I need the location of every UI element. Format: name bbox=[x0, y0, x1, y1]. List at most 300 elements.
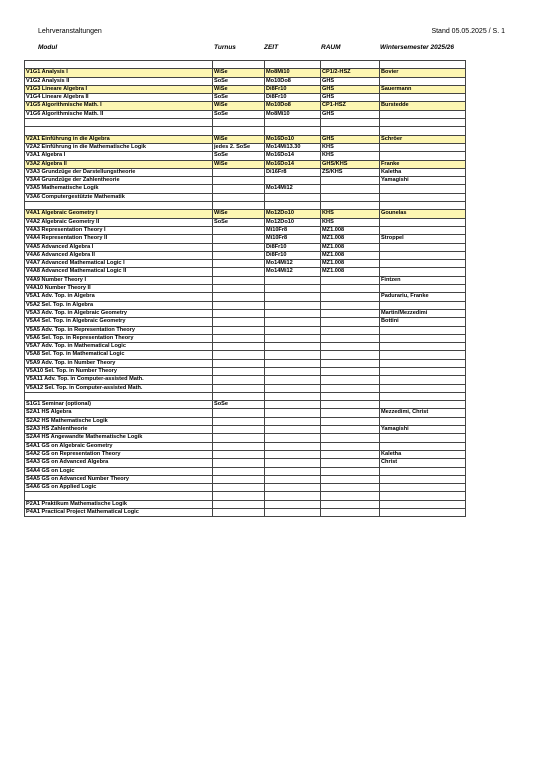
cell-zeit: Mo12Do10 bbox=[265, 210, 321, 218]
cell-raum bbox=[321, 301, 380, 309]
cell-turnus: SoSe bbox=[213, 77, 265, 85]
cell-turnus bbox=[213, 285, 265, 293]
cell-modul: V4A9 Number Theory I bbox=[25, 276, 213, 284]
cell-raum: MZ1.008 bbox=[321, 268, 380, 276]
cell-raum bbox=[321, 392, 380, 400]
cell-raum bbox=[321, 500, 380, 508]
cell-raum bbox=[321, 376, 380, 384]
cell-raum bbox=[321, 343, 380, 351]
cell-turnus: WiSe bbox=[213, 160, 265, 168]
cell-turnus bbox=[213, 301, 265, 309]
cell-modul: V1G4 Lineare Algebra II bbox=[25, 94, 213, 102]
cell-modul bbox=[25, 202, 213, 210]
cell-zeit: Di8Fr10 bbox=[265, 85, 321, 93]
table-row bbox=[25, 417, 466, 425]
cell-zeit: Mo16Do14 bbox=[265, 152, 321, 160]
cell-raum: ZS/KHS bbox=[321, 168, 380, 176]
table-row bbox=[25, 484, 466, 492]
cell-raum bbox=[321, 293, 380, 301]
table-row bbox=[25, 450, 466, 458]
table-row bbox=[25, 276, 466, 284]
cell-modul: V3A4 Grundzüge der Zahlentheorie bbox=[25, 177, 213, 185]
cell-turnus: WiSe bbox=[213, 135, 265, 143]
cell-turnus bbox=[213, 168, 265, 176]
cell-raum bbox=[321, 334, 380, 342]
table-row bbox=[25, 442, 466, 450]
cell-turnus bbox=[213, 509, 265, 517]
table-row bbox=[25, 110, 466, 118]
table-row bbox=[25, 367, 466, 375]
cell-turnus: WiSe bbox=[213, 69, 265, 77]
cell-dozent: Bottini bbox=[380, 318, 466, 326]
cell-raum bbox=[321, 467, 380, 475]
cell-raum bbox=[321, 384, 380, 392]
cell-turnus: WiSe bbox=[213, 85, 265, 93]
cell-dozent bbox=[380, 442, 466, 450]
cell-modul: S1G1 Seminar (optional) bbox=[25, 401, 213, 409]
cell-turnus: SoSe bbox=[213, 110, 265, 118]
cell-dozent bbox=[380, 202, 466, 210]
cell-dozent bbox=[380, 376, 466, 384]
cell-dozent: Kaletha bbox=[380, 450, 466, 458]
cell-raum bbox=[321, 442, 380, 450]
cell-zeit bbox=[265, 367, 321, 375]
cell-modul: S4A2 GS on Representation Theory bbox=[25, 450, 213, 458]
cell-dozent: Yamagishi bbox=[380, 177, 466, 185]
cell-modul: V3A1 Algebra I bbox=[25, 152, 213, 160]
course-table bbox=[24, 60, 466, 517]
cell-raum: MZ1.008 bbox=[321, 251, 380, 259]
cell-zeit bbox=[265, 417, 321, 425]
cell-dozent bbox=[380, 193, 466, 201]
table-row bbox=[25, 334, 466, 342]
cell-turnus bbox=[213, 359, 265, 367]
cell-zeit: Mo12Do10 bbox=[265, 218, 321, 226]
table-row bbox=[25, 293, 466, 301]
col-header-zeit: ZEIT bbox=[264, 44, 279, 51]
cell-turnus bbox=[213, 367, 265, 375]
cell-turnus bbox=[213, 61, 265, 69]
cell-raum bbox=[321, 351, 380, 359]
cell-modul: P2A1 Praktikum Mathematische Logik bbox=[25, 500, 213, 508]
cell-zeit bbox=[265, 309, 321, 317]
cell-zeit bbox=[265, 318, 321, 326]
cell-zeit bbox=[265, 334, 321, 342]
cell-turnus bbox=[213, 318, 265, 326]
cell-raum: GHS bbox=[321, 94, 380, 102]
cell-modul: V5A8 Sel. Top. in Mathematical Logic bbox=[25, 351, 213, 359]
cell-raum: KHS bbox=[321, 152, 380, 160]
cell-zeit: Mo14Mi12 bbox=[265, 268, 321, 276]
cell-zeit: Mo16Do10 bbox=[265, 135, 321, 143]
cell-turnus bbox=[213, 193, 265, 201]
table-row bbox=[25, 218, 466, 226]
spacer-row bbox=[25, 492, 466, 500]
cell-zeit bbox=[265, 119, 321, 127]
cell-zeit: Mo10Do8 bbox=[265, 77, 321, 85]
cell-raum bbox=[321, 434, 380, 442]
cell-modul: V4A3 Representation Theory I bbox=[25, 226, 213, 234]
cell-raum: GHS/KHS bbox=[321, 160, 380, 168]
cell-zeit: Mo8Mi10 bbox=[265, 110, 321, 118]
table-row bbox=[25, 94, 466, 102]
cell-dozent: Christ bbox=[380, 459, 466, 467]
cell-dozent: Yamagishi bbox=[380, 426, 466, 434]
table-row bbox=[25, 260, 466, 268]
cell-raum: MZ1.008 bbox=[321, 226, 380, 234]
cell-modul: V5A10 Sel. Top. in Number Theory bbox=[25, 367, 213, 375]
table-row bbox=[25, 135, 466, 143]
cell-turnus bbox=[213, 268, 265, 276]
cell-dozent bbox=[380, 359, 466, 367]
table-row bbox=[25, 210, 466, 218]
cell-turnus bbox=[213, 376, 265, 384]
cell-modul: V4A1 Algebraic Geometry I bbox=[25, 210, 213, 218]
cell-raum bbox=[321, 509, 380, 517]
cell-turnus: jedes 2. SoSe bbox=[213, 143, 265, 151]
cell-modul: S4A6 GS on Applied Logic bbox=[25, 484, 213, 492]
cell-raum bbox=[321, 450, 380, 458]
cell-modul: V2A1 Einführung in die Algebra bbox=[25, 135, 213, 143]
cell-zeit bbox=[265, 293, 321, 301]
cell-dozent: Sauermann bbox=[380, 85, 466, 93]
cell-zeit: Di8Fr10 bbox=[265, 251, 321, 259]
table-row bbox=[25, 268, 466, 276]
cell-zeit bbox=[265, 475, 321, 483]
cell-zeit: Mi10Fr8 bbox=[265, 226, 321, 234]
cell-turnus: SoSe bbox=[213, 218, 265, 226]
cell-modul: V4A4 Representation Theory II bbox=[25, 235, 213, 243]
table-row bbox=[25, 102, 466, 110]
table-row bbox=[25, 500, 466, 508]
cell-raum: GHS bbox=[321, 135, 380, 143]
cell-turnus bbox=[213, 459, 265, 467]
cell-modul: V1G6 Algorithmische Math. II bbox=[25, 110, 213, 118]
cell-dozent bbox=[380, 484, 466, 492]
table-row bbox=[25, 384, 466, 392]
cell-turnus bbox=[213, 343, 265, 351]
cell-dozent bbox=[380, 326, 466, 334]
cell-dozent bbox=[380, 119, 466, 127]
cell-dozent bbox=[380, 77, 466, 85]
cell-zeit: Mo10Do8 bbox=[265, 102, 321, 110]
cell-dozent bbox=[380, 127, 466, 135]
page-title: Lehrveranstaltungen bbox=[38, 28, 102, 35]
cell-zeit: Di16Fr8 bbox=[265, 168, 321, 176]
cell-turnus bbox=[213, 127, 265, 135]
cell-dozent bbox=[380, 243, 466, 251]
table-row bbox=[25, 243, 466, 251]
table-row bbox=[25, 85, 466, 93]
cell-raum: CP1-HSZ bbox=[321, 102, 380, 110]
cell-zeit: Mo16Do14 bbox=[265, 160, 321, 168]
cell-dozent bbox=[380, 334, 466, 342]
cell-dozent: Kaletha bbox=[380, 168, 466, 176]
table-row bbox=[25, 309, 466, 317]
table-row bbox=[25, 77, 466, 85]
cell-zeit: Mo14Mi12 bbox=[265, 260, 321, 268]
cell-raum bbox=[321, 185, 380, 193]
cell-turnus: WiSe bbox=[213, 210, 265, 218]
cell-zeit bbox=[265, 359, 321, 367]
table-row bbox=[25, 459, 466, 467]
cell-zeit bbox=[265, 509, 321, 517]
cell-raum bbox=[321, 193, 380, 201]
cell-turnus bbox=[213, 276, 265, 284]
cell-dozent: Fintzen bbox=[380, 276, 466, 284]
cell-zeit bbox=[265, 61, 321, 69]
cell-raum bbox=[321, 202, 380, 210]
cell-dozent bbox=[380, 434, 466, 442]
cell-modul bbox=[25, 392, 213, 400]
cell-turnus bbox=[213, 251, 265, 259]
cell-raum bbox=[321, 61, 380, 69]
cell-raum bbox=[321, 359, 380, 367]
cell-modul: P4A1 Practical Project Mathematical Logic bbox=[25, 509, 213, 517]
col-header-raum: RAUM bbox=[321, 44, 341, 51]
cell-zeit bbox=[265, 434, 321, 442]
cell-modul: V5A7 Adv. Top. in Mathematical Logic bbox=[25, 343, 213, 351]
cell-raum bbox=[321, 309, 380, 317]
cell-turnus bbox=[213, 326, 265, 334]
cell-modul: V4A10 Number Theory II bbox=[25, 285, 213, 293]
cell-dozent bbox=[380, 467, 466, 475]
cell-raum bbox=[321, 484, 380, 492]
cell-turnus bbox=[213, 351, 265, 359]
cell-raum: KHS bbox=[321, 210, 380, 218]
cell-zeit bbox=[265, 442, 321, 450]
col-header-modul: Modul bbox=[38, 44, 58, 51]
cell-modul: V4A8 Advanced Mathematical Logic II bbox=[25, 268, 213, 276]
cell-turnus: SoSe bbox=[213, 94, 265, 102]
cell-zeit bbox=[265, 343, 321, 351]
col-header-turnus: Turnus bbox=[214, 44, 236, 51]
cell-modul: V5A3 Adv. Top. in Algebraic Geometry bbox=[25, 309, 213, 317]
cell-modul bbox=[25, 127, 213, 135]
col-header-semester: Wintersemester 2025/26 bbox=[380, 44, 455, 51]
cell-zeit bbox=[265, 326, 321, 334]
cell-zeit bbox=[265, 467, 321, 475]
cell-turnus bbox=[213, 475, 265, 483]
cell-modul bbox=[25, 492, 213, 500]
cell-raum: MZ1.008 bbox=[321, 260, 380, 268]
cell-turnus: SoSe bbox=[213, 401, 265, 409]
spacer-row bbox=[25, 392, 466, 400]
cell-raum bbox=[321, 401, 380, 409]
cell-dozent bbox=[380, 143, 466, 151]
cell-modul: V5A6 Sel. Top. in Representation Theory bbox=[25, 334, 213, 342]
course-table-body bbox=[25, 61, 466, 517]
cell-modul bbox=[25, 119, 213, 127]
spacer-row bbox=[25, 202, 466, 210]
table-row bbox=[25, 193, 466, 201]
cell-modul: S4A5 GS on Advanced Number Theory bbox=[25, 475, 213, 483]
cell-raum bbox=[321, 119, 380, 127]
cell-turnus bbox=[213, 309, 265, 317]
cell-zeit: Mi10Fr8 bbox=[265, 235, 321, 243]
cell-turnus: SoSe bbox=[213, 152, 265, 160]
cell-turnus bbox=[213, 467, 265, 475]
stand-date: Stand 05.05.2025 / S. 1 bbox=[431, 28, 505, 35]
spacer-row bbox=[25, 119, 466, 127]
cell-zeit bbox=[265, 177, 321, 185]
cell-modul: S2A4 HS Angewandte Mathematische Logik bbox=[25, 434, 213, 442]
cell-modul: V5A4 Sel. Top. in Algebraic Geometry bbox=[25, 318, 213, 326]
cell-turnus bbox=[213, 119, 265, 127]
cell-dozent bbox=[380, 268, 466, 276]
cell-zeit bbox=[265, 450, 321, 458]
cell-raum bbox=[321, 409, 380, 417]
cell-raum bbox=[321, 326, 380, 334]
cell-raum: GHS bbox=[321, 77, 380, 85]
cell-dozent: Mezzedimi, Christ bbox=[380, 409, 466, 417]
cell-modul: V1G5 Algorithmische Math. I bbox=[25, 102, 213, 110]
cell-turnus bbox=[213, 243, 265, 251]
cell-raum bbox=[321, 276, 380, 284]
table-row bbox=[25, 326, 466, 334]
cell-zeit bbox=[265, 276, 321, 284]
cell-modul: V5A2 Sel. Top. in Algebra bbox=[25, 301, 213, 309]
table-row bbox=[25, 434, 466, 442]
cell-dozent bbox=[380, 500, 466, 508]
cell-modul: V4A2 Algebraic Geometry II bbox=[25, 218, 213, 226]
cell-zeit bbox=[265, 351, 321, 359]
cell-zeit bbox=[265, 127, 321, 135]
cell-zeit bbox=[265, 500, 321, 508]
table-row bbox=[25, 168, 466, 176]
cell-zeit bbox=[265, 193, 321, 201]
cell-zeit bbox=[265, 401, 321, 409]
table-row bbox=[25, 160, 466, 168]
cell-dozent bbox=[380, 492, 466, 500]
cell-turnus bbox=[213, 450, 265, 458]
table-row bbox=[25, 401, 466, 409]
cell-raum bbox=[321, 417, 380, 425]
cell-turnus bbox=[213, 226, 265, 234]
cell-modul: S2A1 HS Algebra bbox=[25, 409, 213, 417]
cell-turnus bbox=[213, 384, 265, 392]
cell-zeit bbox=[265, 492, 321, 500]
cell-modul: V1G2 Analysis II bbox=[25, 77, 213, 85]
cell-dozent bbox=[380, 110, 466, 118]
table-row bbox=[25, 351, 466, 359]
cell-dozent bbox=[380, 61, 466, 69]
cell-dozent bbox=[380, 392, 466, 400]
cell-turnus bbox=[213, 442, 265, 450]
cell-modul: V3A2 Algebra II bbox=[25, 160, 213, 168]
table-row bbox=[25, 318, 466, 326]
cell-modul: V5A5 Adv. Top. in Representation Theory bbox=[25, 326, 213, 334]
cell-turnus bbox=[213, 185, 265, 193]
cell-modul: V3A6 Computergestützte Mathematik bbox=[25, 193, 213, 201]
cell-zeit bbox=[265, 426, 321, 434]
spacer-row bbox=[25, 61, 466, 69]
cell-dozent bbox=[380, 152, 466, 160]
cell-dozent bbox=[380, 301, 466, 309]
cell-modul: V5A1 Adv. Top. in Algebra bbox=[25, 293, 213, 301]
cell-dozent: Padurariu, Franke bbox=[380, 293, 466, 301]
cell-turnus bbox=[213, 177, 265, 185]
cell-turnus bbox=[213, 392, 265, 400]
cell-dozent bbox=[380, 260, 466, 268]
cell-zeit: Mo14Mi12 bbox=[265, 185, 321, 193]
cell-dozent bbox=[380, 218, 466, 226]
table-row bbox=[25, 467, 466, 475]
cell-turnus bbox=[213, 492, 265, 500]
table-row bbox=[25, 301, 466, 309]
cell-modul: V4A5 Advanced Algebra I bbox=[25, 243, 213, 251]
cell-modul bbox=[25, 61, 213, 69]
cell-raum: KHS bbox=[321, 218, 380, 226]
cell-modul: V1G3 Lineare Algebra I bbox=[25, 85, 213, 93]
table-row bbox=[25, 343, 466, 351]
table-row bbox=[25, 226, 466, 234]
table-row bbox=[25, 69, 466, 77]
cell-dozent: Schröer bbox=[380, 135, 466, 143]
cell-turnus bbox=[213, 293, 265, 301]
cell-turnus: WiSe bbox=[213, 102, 265, 110]
cell-raum: CP1/2-HSZ bbox=[321, 69, 380, 77]
table-row bbox=[25, 235, 466, 243]
cell-modul: S4A3 GS on Advanced Algebra bbox=[25, 459, 213, 467]
cell-raum bbox=[321, 367, 380, 375]
cell-turnus bbox=[213, 409, 265, 417]
cell-zeit bbox=[265, 409, 321, 417]
table-row bbox=[25, 185, 466, 193]
cell-zeit: Di8Fr10 bbox=[265, 243, 321, 251]
cell-modul: S4A4 GS on Logic bbox=[25, 467, 213, 475]
cell-raum bbox=[321, 475, 380, 483]
cell-dozent: Martin/Mezzedimi bbox=[380, 309, 466, 317]
table-row bbox=[25, 177, 466, 185]
cell-modul: V5A9 Adv. Top. in Number Theory bbox=[25, 359, 213, 367]
cell-modul: V2A2 Einführung in die Mathematische Logik bbox=[25, 143, 213, 151]
cell-raum: MZ1.008 bbox=[321, 243, 380, 251]
cell-zeit bbox=[265, 301, 321, 309]
cell-zeit bbox=[265, 484, 321, 492]
cell-modul: V1G1 Analysis I bbox=[25, 69, 213, 77]
cell-modul: V3A3 Grundzüge der Darstellungstheorie bbox=[25, 168, 213, 176]
cell-raum bbox=[321, 177, 380, 185]
cell-dozent: Gounelas bbox=[380, 210, 466, 218]
table-row bbox=[25, 426, 466, 434]
table-row bbox=[25, 251, 466, 259]
cell-turnus bbox=[213, 426, 265, 434]
cell-dozent bbox=[380, 384, 466, 392]
table-row bbox=[25, 359, 466, 367]
cell-turnus bbox=[213, 500, 265, 508]
cell-dozent: Bovier bbox=[380, 69, 466, 77]
cell-zeit: Di8Fr10 bbox=[265, 94, 321, 102]
cell-turnus bbox=[213, 260, 265, 268]
cell-dozent bbox=[380, 367, 466, 375]
cell-dozent bbox=[380, 475, 466, 483]
cell-modul: V3A5 Mathematische Logik bbox=[25, 185, 213, 193]
cell-raum: GHS bbox=[321, 85, 380, 93]
cell-zeit bbox=[265, 392, 321, 400]
table-row bbox=[25, 285, 466, 293]
cell-dozent bbox=[380, 251, 466, 259]
cell-turnus bbox=[213, 484, 265, 492]
cell-turnus bbox=[213, 417, 265, 425]
cell-raum bbox=[321, 426, 380, 434]
table-row bbox=[25, 409, 466, 417]
cell-dozent bbox=[380, 351, 466, 359]
cell-zeit bbox=[265, 384, 321, 392]
cell-modul: V4A7 Advanced Mathematical Logic I bbox=[25, 260, 213, 268]
cell-modul: V5A11 Adv. Top. in Computer-assisted Math. bbox=[25, 376, 213, 384]
table-row bbox=[25, 143, 466, 151]
